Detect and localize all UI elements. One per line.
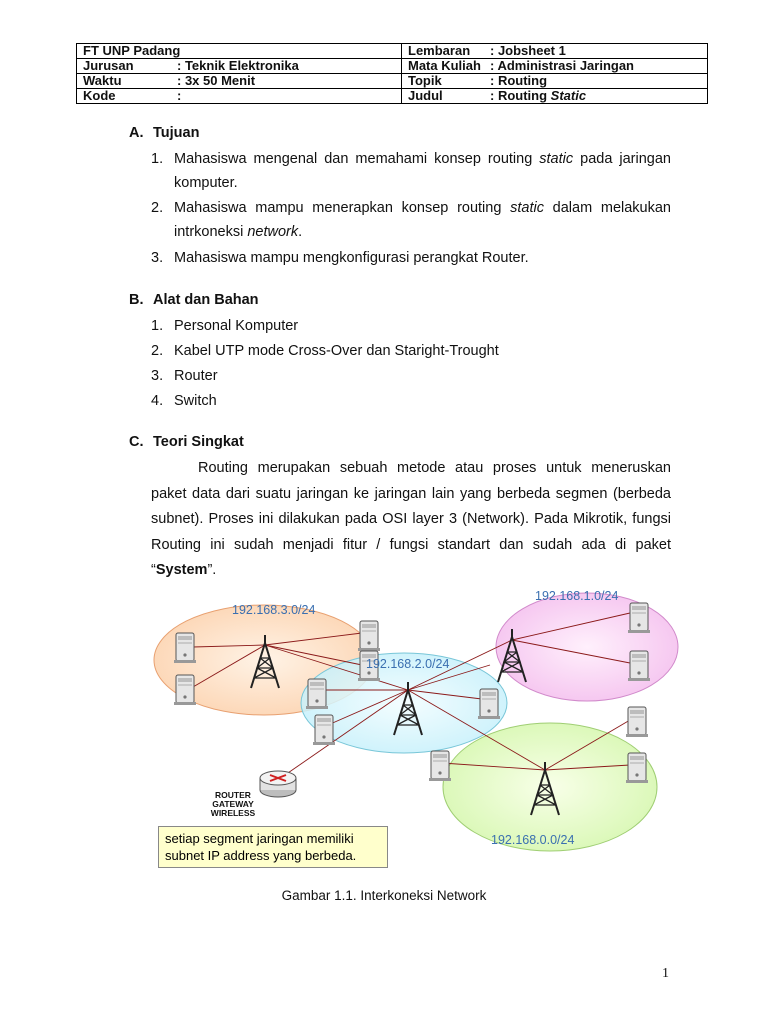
paragraph-bold: System xyxy=(155,562,208,578)
item-text xyxy=(174,147,671,195)
header-cell xyxy=(402,59,708,74)
value-emphasis: Static xyxy=(550,88,587,103)
label: Jurusan xyxy=(83,58,134,73)
value: : Administrasi Jaringan xyxy=(490,58,634,73)
list-item xyxy=(151,246,671,270)
router-icon xyxy=(260,771,296,797)
list-item xyxy=(151,364,671,388)
computer-icon xyxy=(174,675,196,705)
label: Judul xyxy=(408,88,443,103)
paragraph-text: Routing merupakan sebuah metode atau proses untuk meneruskan paket data dari suatu jaringan ke jaringan lain yang berbeda segmen (berbeda subnet). Proses ini dilakukan pada OSI layer 3 (Network). Pada Mikrotik, fungsi Routing ini sudah menjadi fitur / fungsi standart dan sudah ada di paket “ xyxy=(151,460,671,578)
paragraph-end: ”. xyxy=(207,562,217,578)
figure-caption: Gambar 1.1. Interkoneksi Network xyxy=(281,888,487,903)
value: : Routing xyxy=(490,73,548,88)
item-number: 3. xyxy=(151,368,164,384)
list-item xyxy=(151,196,671,244)
network-label: 192.168.1.0/24 xyxy=(535,589,619,603)
header-cell xyxy=(77,89,402,104)
router-label: GATEWAY xyxy=(212,799,254,809)
text-part: Mahasiswa mengenal dan memahami konsep routing xyxy=(174,151,540,167)
computer-icon xyxy=(429,751,451,781)
text-part: pada jaringan komputer. xyxy=(174,151,671,191)
item-number: 3. xyxy=(151,250,164,266)
network-label: 192.168.0.0/24 xyxy=(491,833,575,847)
section-letter: C. xyxy=(129,434,144,450)
item-text xyxy=(174,196,671,244)
section-heading-tujuan xyxy=(129,125,199,141)
section-letter: A. xyxy=(129,125,144,141)
header-table xyxy=(76,43,708,104)
router-label: ROUTER xyxy=(215,790,251,800)
item-text: Router xyxy=(174,368,218,384)
label: Mata Kuliah xyxy=(408,58,481,73)
header-cell xyxy=(402,44,708,59)
section-title: Tujuan xyxy=(153,125,200,141)
network-label: 192.168.3.0/24 xyxy=(232,603,316,617)
item-text: Kabel UTP mode Cross-Over dan Staright-Trought xyxy=(174,343,499,359)
text-emphasis: network xyxy=(247,224,299,240)
list-item xyxy=(151,339,671,363)
item-text: Personal Komputer xyxy=(174,318,299,334)
segment-192-168-1 xyxy=(496,593,678,701)
header-cell xyxy=(77,74,402,89)
label: Waktu xyxy=(83,73,122,88)
item-text: Switch xyxy=(174,393,217,409)
header-cell xyxy=(402,89,708,104)
value: : Teknik Elektronika xyxy=(177,58,299,73)
computer-icon xyxy=(306,679,328,709)
section-title: Teori Singkat xyxy=(153,434,244,450)
list-item xyxy=(151,147,671,195)
section-letter: B. xyxy=(129,292,144,308)
label: Topik xyxy=(408,73,442,88)
router-label: WIRELESS xyxy=(210,808,256,818)
item-number: 2. xyxy=(151,343,164,359)
text-part: Mahasiswa mampu menerapkan konsep routing xyxy=(174,200,511,216)
header-row xyxy=(77,89,708,104)
teori-paragraph xyxy=(151,456,671,584)
section-title: Alat dan Bahan xyxy=(153,292,259,308)
list-item xyxy=(151,389,671,413)
computer-icon xyxy=(478,689,500,719)
section-heading-teori xyxy=(129,434,244,450)
list-item xyxy=(151,314,671,338)
institution: FT UNP Padang xyxy=(77,44,402,59)
computer-icon xyxy=(174,633,196,663)
header-row xyxy=(77,44,708,59)
computer-icon xyxy=(358,621,380,651)
text-emphasis: static xyxy=(539,151,574,167)
text-part: . xyxy=(298,224,303,240)
item-text: Mahasiswa mampu mengkonfigurasi perangkat Router. xyxy=(174,250,529,266)
note-line: subnet IP address yang berbeda. xyxy=(165,848,357,863)
header-cell xyxy=(402,74,708,89)
diagram-note xyxy=(158,826,388,868)
header-cell xyxy=(77,59,402,74)
computer-icon xyxy=(626,707,648,737)
page-number: 1 xyxy=(662,966,669,981)
header-row xyxy=(77,59,708,74)
computer-icon xyxy=(628,603,650,633)
value: : 3x 50 Menit xyxy=(177,73,256,88)
note-line: setiap segment jaringan memiliki xyxy=(165,831,354,846)
value: : xyxy=(177,88,182,103)
text-emphasis: static xyxy=(510,200,544,216)
computer-icon xyxy=(313,715,335,745)
item-number: 1. xyxy=(151,318,164,334)
item-number: 2. xyxy=(151,200,164,216)
value: : Routing xyxy=(490,88,551,103)
item-number: 4. xyxy=(151,393,164,409)
label: Kode xyxy=(83,88,116,103)
network-label: 192.168.2.0/24 xyxy=(366,657,450,671)
label: Lembaran xyxy=(408,43,471,58)
header-row xyxy=(77,74,708,89)
value: : Jobsheet 1 xyxy=(490,43,566,58)
computer-icon xyxy=(628,651,650,681)
text-part: dalam melakukan intrkoneksi xyxy=(174,200,671,240)
section-heading-alat xyxy=(129,292,259,308)
computer-icon xyxy=(626,753,648,783)
item-number: 1. xyxy=(151,151,164,167)
